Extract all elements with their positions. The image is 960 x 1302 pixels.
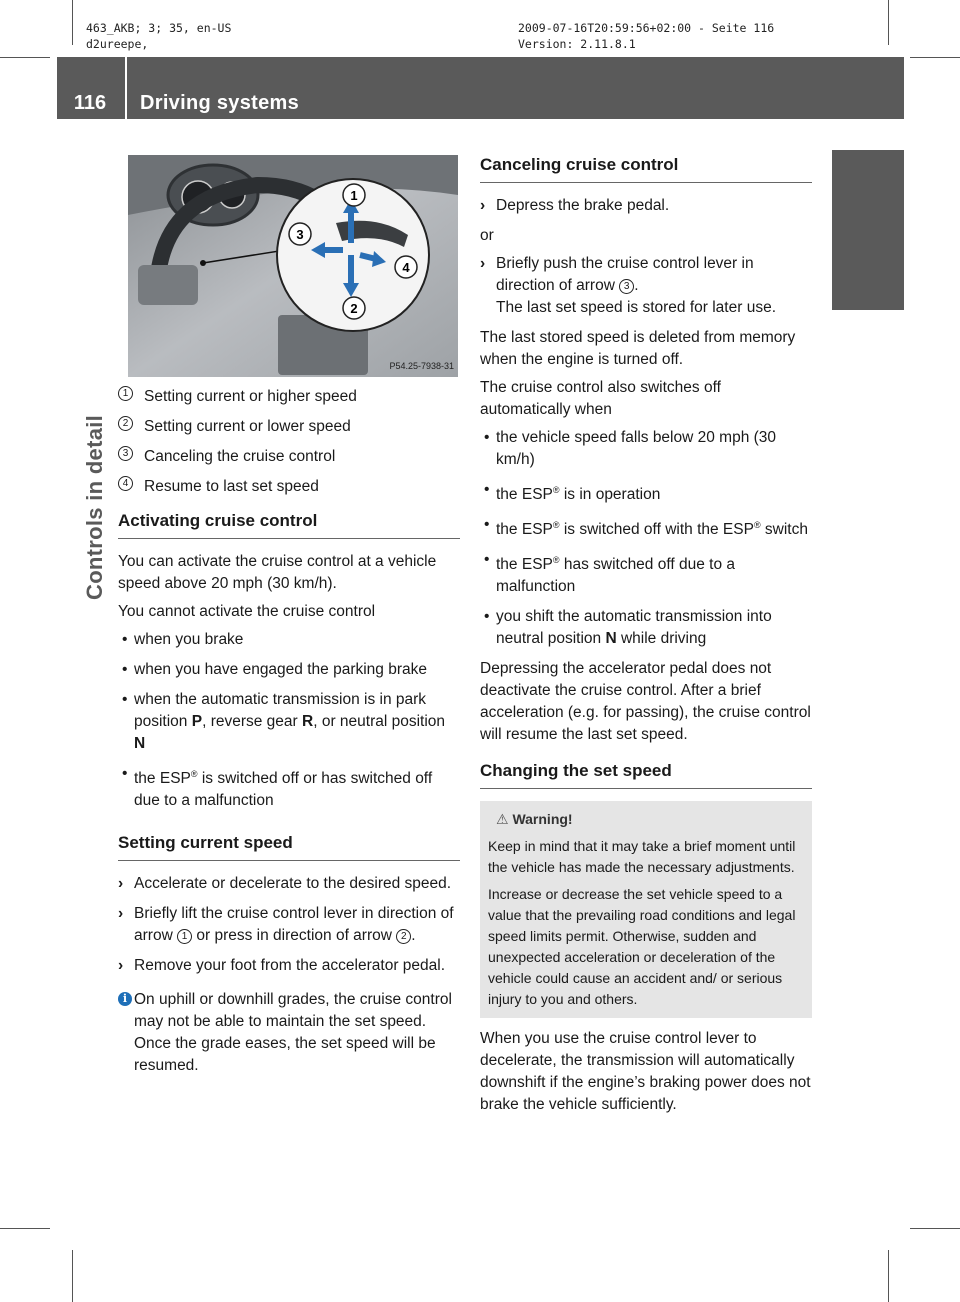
paragraph: The last stored speed is deleted from memory when the engine is turned off. — [480, 329, 796, 368]
warning-title: Warning! — [512, 811, 573, 828]
bullet-icon: • — [122, 691, 128, 708]
bullet-icon: • — [484, 551, 490, 569]
paragraph: You can activate the cruise control at a vehicle speed above 20 mph (30 km/h). — [118, 553, 437, 592]
step-item — [118, 903, 460, 947]
registered-mark: ® — [552, 555, 560, 566]
registered-mark: ® — [190, 769, 198, 779]
console-panel — [138, 265, 198, 305]
callout-number: 1 — [350, 188, 358, 203]
bullet-item — [118, 763, 460, 812]
cruise-control-photo — [128, 155, 458, 377]
bullet-text: , or neutral position — [313, 713, 446, 730]
step-item — [118, 873, 460, 895]
registered-mark: ® — [753, 520, 761, 531]
trim-mark — [888, 0, 889, 45]
bullet-text: has switched off due to a malfunction — [496, 556, 736, 596]
callout-number: 2 — [350, 301, 358, 316]
bullet-text: the ESP — [496, 556, 553, 574]
print-meta-right — [518, 20, 774, 52]
step-text: Accelerate or decelerate to the desired speed. — [134, 875, 452, 893]
step-marker-icon: › — [118, 875, 124, 893]
trim-mark — [888, 1250, 889, 1302]
bullet-item — [118, 689, 460, 755]
arrow-ref: 1 — [177, 929, 192, 944]
bullet-text: when the automatic transmission is in park position — [134, 691, 427, 730]
lever-pointer — [200, 260, 206, 266]
bullet-text: while driving — [616, 630, 707, 648]
bullet-item — [118, 629, 460, 651]
legend-item — [118, 476, 460, 498]
gear-letter: R — [302, 713, 314, 730]
step-text: or press in direction of arrow — [192, 927, 397, 945]
legend-number: 4 — [118, 476, 133, 491]
gear-letter: P — [191, 713, 203, 730]
step-text: Remove your foot from the accelerator pedal. — [134, 957, 446, 975]
print-meta-left — [86, 20, 231, 52]
paragraph: You cannot activate the cruise control — [118, 603, 376, 620]
trim-mark — [910, 57, 960, 58]
bullet-text: the vehicle speed falls below 20 mph (30 km/h) — [496, 429, 777, 468]
bullet-item — [480, 606, 812, 650]
section-label: Controls in detail — [82, 414, 107, 600]
meta-line: 2009-07-16T20:59:56+02:00 - Seite 116 — [518, 21, 775, 35]
callout-number: 3 — [296, 227, 304, 242]
step-text: . — [411, 927, 416, 945]
callout-number: 4 — [402, 260, 410, 275]
step-marker-icon: › — [480, 255, 486, 272]
step-marker-icon: › — [118, 905, 124, 923]
trim-mark — [0, 57, 50, 58]
legend-text: Setting current or lower speed — [144, 418, 351, 435]
section-heading: Setting current speed — [118, 832, 460, 861]
trim-mark — [0, 1228, 50, 1229]
registered-mark: ® — [552, 485, 560, 495]
legend-text: Canceling the cruise control — [144, 448, 336, 465]
bullet-icon: • — [122, 661, 128, 678]
bullet-text: is switched off with the ESP — [559, 521, 754, 539]
bullet-icon: • — [484, 429, 490, 446]
legend-number: 3 — [118, 446, 133, 461]
header-divider — [125, 57, 127, 119]
bullet-icon: • — [484, 516, 490, 534]
meta-line: d2ureepe, — [86, 37, 149, 51]
bullet-text: the ESP — [496, 486, 553, 504]
bullet-text: you shift the automatic transmission into neutral position — [496, 608, 772, 648]
step-item — [480, 195, 812, 217]
arrow-ref: 3 — [619, 279, 634, 294]
bullet-text: the ESP — [134, 770, 191, 788]
trim-mark — [72, 0, 73, 45]
trim-mark — [72, 1250, 73, 1302]
page-title: Driving systems — [140, 92, 300, 114]
step-text: . — [634, 277, 639, 294]
paragraph: The cruise control also switches off automatically when — [480, 379, 721, 418]
step-text: Briefly lift the cruise control lever in direction of arrow — [134, 905, 454, 945]
page-number: 116 — [73, 92, 107, 114]
registered-mark: ® — [552, 520, 560, 531]
warning-text: Keep in mind that it may take a brief moment until the vehicle has made the necessary adjustments. — [488, 838, 796, 876]
bullet-item — [480, 479, 812, 506]
legend-item — [118, 386, 460, 408]
bullet-text: is in operation — [559, 486, 661, 504]
bullet-item — [480, 549, 812, 598]
gear-letter: N — [605, 630, 617, 648]
meta-line: 463_AKB; 3; 35, en-US — [86, 21, 232, 35]
bullet-text: when you brake — [134, 631, 244, 648]
step-item — [480, 253, 812, 319]
info-note — [118, 989, 460, 1077]
right-column — [480, 142, 812, 1122]
bullet-item — [118, 659, 460, 681]
bullet-icon: • — [484, 608, 490, 626]
legend-item — [118, 416, 460, 438]
legend-text: Resume to last set speed — [144, 478, 319, 495]
section-heading: Activating cruise control — [118, 510, 460, 539]
warning-icon: ⚠ — [496, 811, 509, 828]
bullet-text: is switched off or has switched off due to a malfunction — [134, 770, 433, 810]
paragraph: or — [480, 227, 494, 244]
bullet-item — [480, 427, 812, 471]
bullet-text: , reverse gear — [202, 713, 303, 730]
paragraph: Depressing the accelerator pedal does not deactivate the cruise control. After a brief acceleration (e.g. for passing), the cruise control will resume the last set speed. — [480, 660, 811, 744]
bullet-icon: • — [122, 631, 128, 648]
legend-item — [118, 446, 460, 468]
warning-box — [480, 801, 812, 1018]
cruise-lever-illustration — [128, 155, 458, 377]
legend-number: 2 — [118, 416, 133, 431]
step-marker-icon: › — [118, 957, 124, 975]
gear-letter: N — [134, 735, 146, 752]
step-text: Depress the brake pedal. — [496, 197, 670, 214]
section-heading: Changing the set speed — [480, 760, 812, 789]
trim-mark — [910, 1228, 960, 1229]
bullet-text: the ESP — [496, 521, 553, 539]
left-column — [118, 386, 460, 1077]
step-item — [118, 955, 460, 977]
paragraph: When you use the cruise control lever to decelerate, the transmission will automatically downshift if the engine’s braking power does not brake the vehicle sufficiently. — [480, 1030, 811, 1114]
legend-text: Setting current or higher speed — [144, 388, 357, 405]
warning-text: Increase or decrease the set vehicle speed to a value that the prevailing road conditions and legal speed limits permit. Otherwise, sudden and unexpected acceleration or deceleration of the vehicle could cause an accident and/ or serious injury to you and others. — [488, 886, 796, 1008]
arrow-ref: 2 — [396, 929, 411, 944]
section-heading: Canceling cruise control — [480, 154, 812, 183]
bullet-text: switch — [760, 521, 808, 539]
step-text: Briefly push the cruise control lever in direction of arrow — [496, 255, 754, 294]
legend-number: 1 — [118, 386, 133, 401]
info-icon: i — [118, 992, 132, 1006]
step-marker-icon: › — [480, 197, 486, 214]
side-tab — [832, 150, 904, 310]
info-text: On uphill or downhill grades, the cruise control may not be able to maintain the set speed. Once the grade eases, the set speed will be resumed. — [134, 991, 452, 1075]
bullet-text: when you have engaged the parking brake — [134, 661, 427, 678]
photo-code: P54.25-7938-31 — [389, 361, 454, 371]
step-note: The last set speed is stored for later use. — [496, 299, 776, 316]
bullet-icon: • — [122, 765, 128, 782]
meta-line: Version: 2.11.8.1 — [518, 37, 636, 51]
bullet-icon: • — [484, 481, 490, 498]
bullet-item — [480, 514, 812, 541]
warning-title-row — [496, 809, 804, 830]
